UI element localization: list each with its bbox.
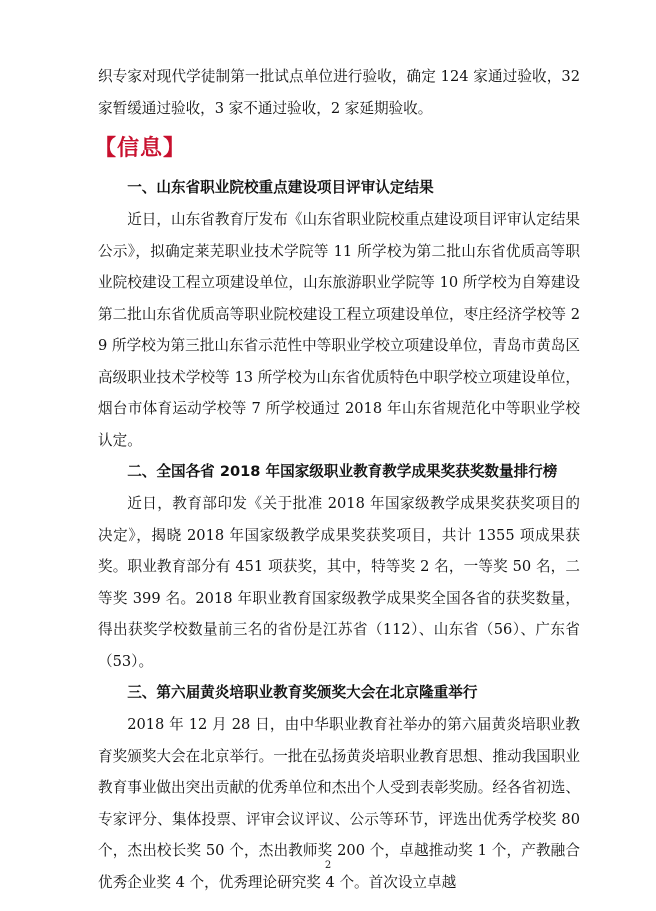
- intro-paragraph: 织专家对现代学徒制第一批试点单位进行验收，确定 124 家通过验收，32 家暂缓通过验收，3 家不通过验收，2 家延期验收。: [98, 68, 580, 117]
- page-number: 2: [324, 860, 332, 871]
- page-content: [94, 61, 580, 898]
- news-item-body: 近日，教育部印发《关于批准 2018 年国家级教学成果奖获奖项目的决定》，揭晓 2018 年国家级教学成果奖获奖项目，共计 1355 项成果获奖。职业教育部分有 451 项获奖，其中，特等奖 2 名，一等奖 50 名，二等奖 399 名。2018 年职业教育国家级教学成果奖全国各省的获奖数量，得出获奖学校数量前三名的省份是江苏省（112）、山东省（56）、广东省（53）。: [98, 495, 580, 670]
- section-title: 【信息】: [94, 136, 187, 161]
- news-item-body: 近日，山东省教育厅发布《山东省职业院校重点建设项目评审认定结果公示》，拟确定莱芜职业技术学院等 11 所学校为第二批山东省优质高等职业院校建设工程立项建设单位，山东旅游职业学院等 10 所学校为自筹建设第二批山东省优质高等职业院校建设工程立项建设单位，枣庄经济学校等 29 所学校为第三批山东省示范性中等职业学校立项建设单位，青岛市黄岛区高级职业技术学校等 13 所学校为山东省优质特色中职学校立项建设单位，烟台市体育运动学校等 7 所学校通过 2018 年山东省规范化中等职业学校认定。: [98, 211, 580, 449]
- news-item-body: 2018 年 12 月 28 日，由中华职业教育社举办的第六届黄炎培职业教育奖颁奖大会在北京举行。一批在弘扬黄炎培职业教育思想、推动我国职业教育事业做出突出贡献的优秀单位和杰出个人受到表彰奖励。经各省初选、专家评分、集体投票、评审会议评议、公示等环节，评选出优秀学校奖 80 个，杰出校长奖 50 个，杰出教师奖 200 个，卓越推动奖 1 个，产教融合优秀企业奖 4 个，优秀理论研究奖 4 个。首次设立卓越: [98, 716, 580, 891]
- news-item-heading: 一、山东省职业院校重点建设项目评审认定结果: [127, 179, 434, 196]
- news-item-heading: 二、全国各省 2018 年国家级职业教育教学成果奖获奖数量排行榜: [127, 463, 558, 480]
- news-item: [98, 172, 580, 456]
- news-item: [98, 456, 580, 677]
- news-item-heading: 三、第六届黄炎培职业教育奖颁奖大会在北京隆重举行: [127, 684, 478, 701]
